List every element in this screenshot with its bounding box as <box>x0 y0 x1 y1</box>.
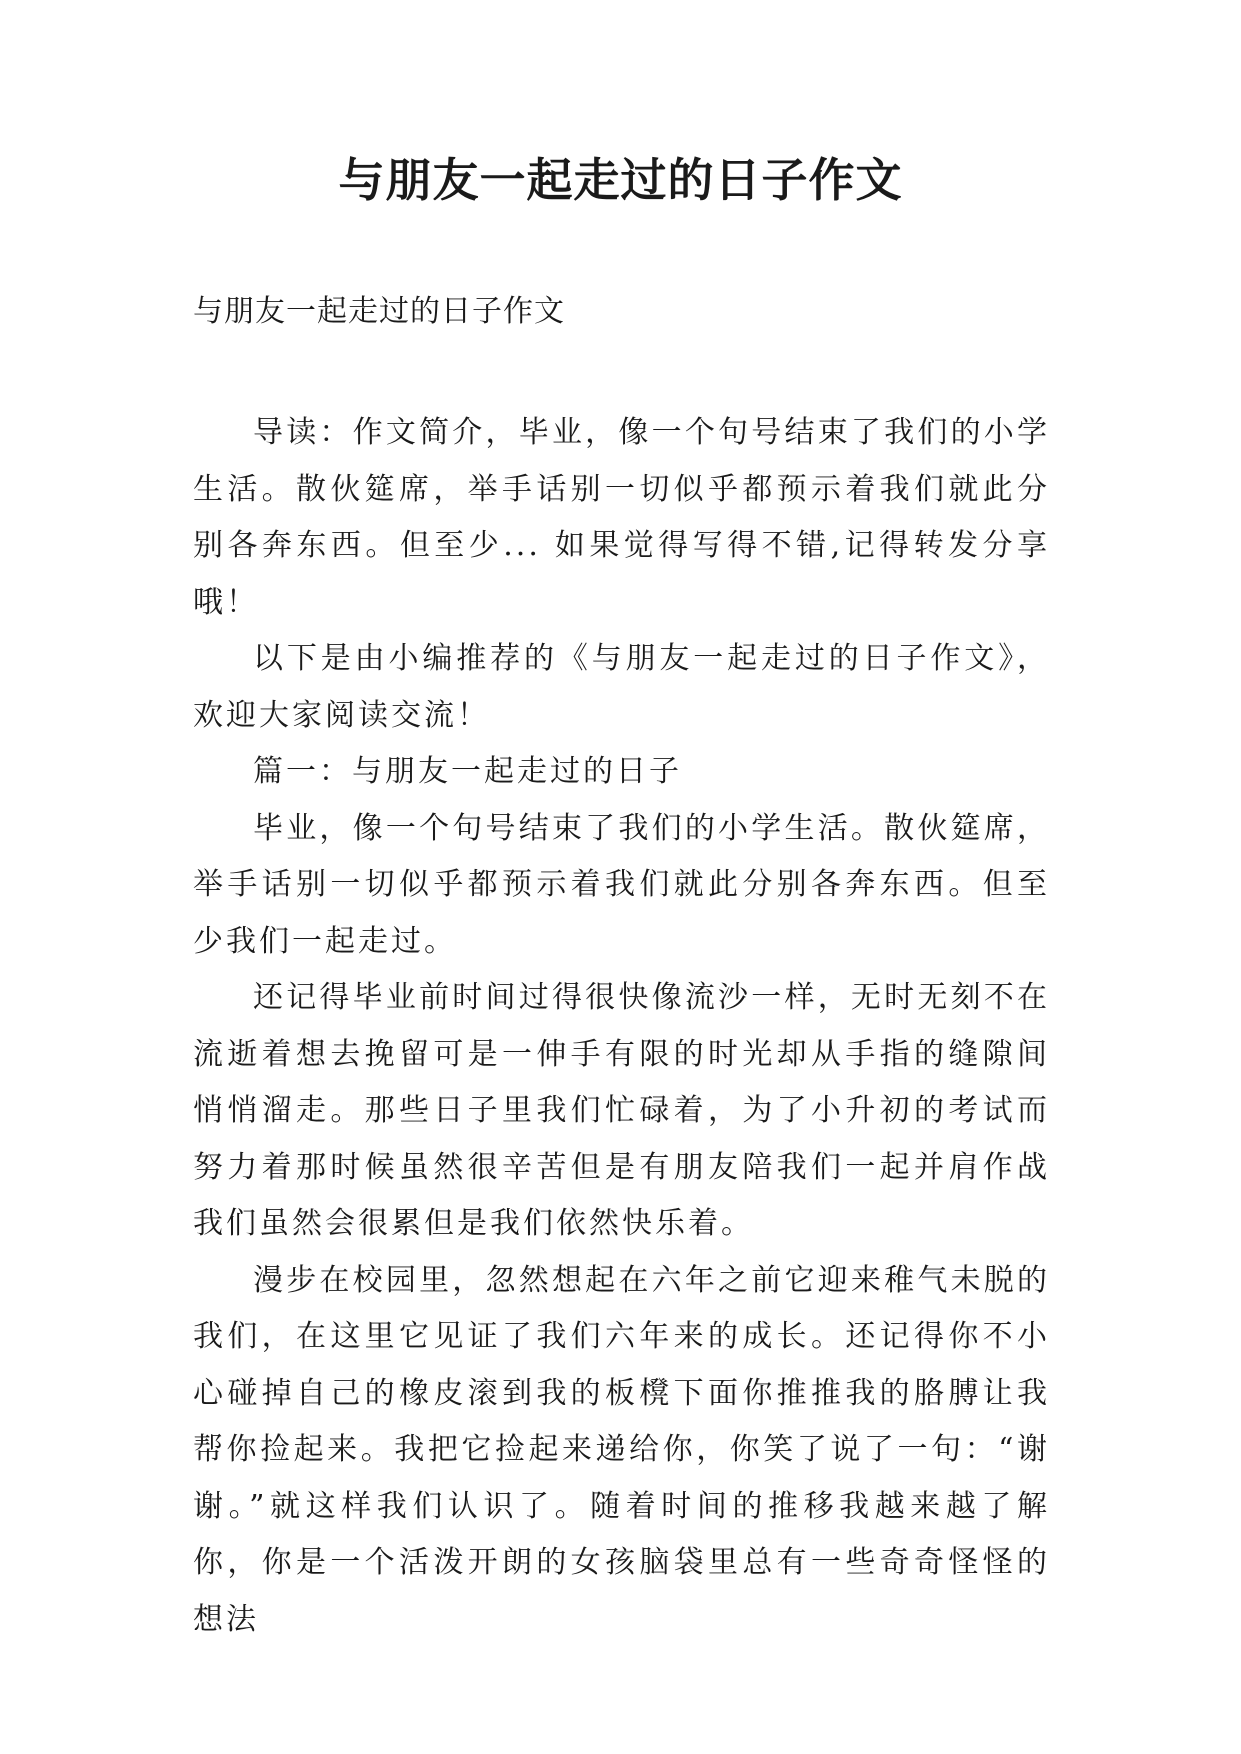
paragraph-body-2: 还记得毕业前时间过得很快像流沙一样，无时无刻不在流逝着想去挽留可是一伸手有限的时光却从手指的缝隙间悄悄溜走。那些日子里我们忙碌着，为了小升初的考试而努力着那时候虽然很辛苦但是有朋友陪我们一起并肩作战我们虽然会很累但是我们依然快乐着。 <box>193 980 1050 1241</box>
paragraph-body-3: 漫步在校园里，忽然想起在六年之前它迎来稚气未脱的我们，在这里它见证了我们六年来的成长。还记得你不小心碰掉自己的橡皮滚到我的板櫈下面你推推我的胳膊让我帮你捡起来。我把它捡起来递给你，你笑了说了一句：“谢谢。”就这样我们认识了。随着时间的推移我越来越了解你，你是一个活泼开朗的女孩脑袋里总有一些奇奇怪怪的想法 <box>193 1262 1050 1637</box>
document-title: 与朋友一起走过的日子作文 <box>338 153 903 207</box>
paragraph-body-1: 毕业，像一个句号结束了我们的小学生活。散伙筵席，举手话别一切似乎都预示着我们就此分别各奔东西。但至少我们一起走过。 <box>193 810 1050 959</box>
paragraph-intro: 导读：作文简介，毕业，像一个句号结束了我们的小学生活。散伙筵席，举手话别一切似乎都预示着我们就此分别各奔东西。但至少... 如果觉得写得不错,记得转发分享哦！ <box>193 415 1050 620</box>
document-body <box>193 405 1050 1648</box>
paragraph-recommendation: 以下是由小编推荐的《与朋友一起走过的日子作文》，欢迎大家阅读交流！ <box>193 641 1050 733</box>
paragraph-chapter-heading: 篇一：与朋友一起走过的日子 <box>253 754 682 789</box>
document-subtitle: 与朋友一起走过的日子作文 <box>193 294 565 329</box>
